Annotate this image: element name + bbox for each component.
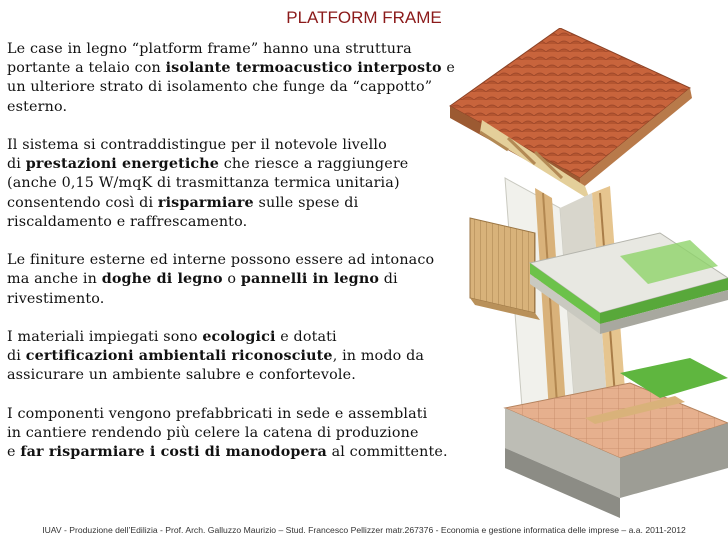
- bold-phrase: risparmiare: [157, 194, 254, 211]
- text-run: assicurare un ambiente salubre e confortevole.: [7, 367, 356, 384]
- text-run: rivestimento.: [7, 290, 105, 307]
- text-run: I materiali impiegati sono: [7, 329, 203, 345]
- text-run: di: [7, 156, 26, 173]
- text-run: al committente.: [326, 444, 448, 461]
- bold-phrase: far risparmiare i costi di manodopera: [20, 444, 327, 461]
- text-run: , in modo da: [332, 348, 425, 365]
- text-run: sulle spese di: [253, 194, 359, 211]
- bold-phrase: doghe di legno: [101, 271, 223, 288]
- text-run: I componenti vengono prefabbricati in sede e assemblati: [7, 405, 428, 422]
- bold-phrase: isolante termoacustico interposto: [165, 60, 442, 77]
- bold-phrase: certificazioni ambientali riconosciute: [25, 348, 333, 365]
- footer: IUAV - Produzione dell’Edilizia - Prof. Arch. Galluzzo Maurizio – Stud. Francesco Pellizzer matr.267376 - Economia e gestione informatica delle imprese – a.a. 2011-2012: [42, 525, 686, 535]
- text-run: ma anche in: [7, 271, 102, 288]
- text-run: Le case in legno “platform frame” hanno una struttura: [7, 41, 412, 57]
- bold-phrase: ecologici: [202, 329, 276, 345]
- text-run: consentendo così di: [7, 194, 158, 211]
- text-run: riscaldamento e raffrescamento.: [7, 213, 248, 230]
- text-run: portante a telaio con: [7, 60, 166, 77]
- text-run: e: [441, 60, 455, 77]
- text-run: esterno.: [7, 98, 68, 115]
- text-run: un ulteriore strato di isolamento che funge da “cappotto”: [7, 79, 433, 96]
- text-run: che riesce a raggiungere: [219, 156, 409, 173]
- text-run: Le finiture esterne ed interne possono essere ad intonaco: [7, 252, 435, 269]
- text-run: di: [7, 348, 26, 365]
- bold-phrase: pannelli in legno: [240, 271, 380, 288]
- text-run: Il sistema si contraddistingue per il notevole livello: [7, 137, 387, 153]
- balcony: [470, 218, 540, 320]
- bold-phrase: prestazioni energetiche: [25, 156, 220, 173]
- slide-title: PLATFORM FRAME: [286, 8, 442, 27]
- platform-frame-illustration: [330, 28, 728, 518]
- text-run: in cantiere rendendo più celere la catena di produzione: [7, 425, 419, 441]
- text-run: o: [222, 271, 241, 288]
- text-run: e: [7, 444, 21, 461]
- text-run: e dotati: [275, 329, 337, 345]
- roof-section: [450, 28, 692, 200]
- text-run: di: [379, 271, 398, 288]
- text-run: (anche 0,15 W/mqK di trasmittanza termica unitaria): [7, 175, 400, 192]
